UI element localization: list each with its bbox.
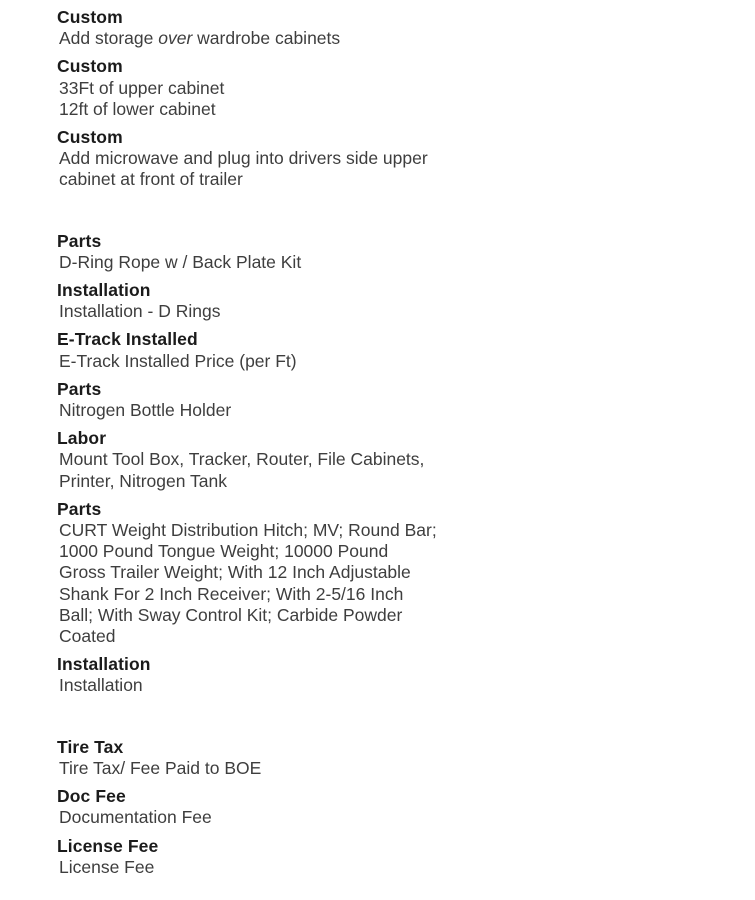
description-line: [59, 541, 735, 562]
description-line: [59, 471, 735, 492]
line-item-type-label: Installation: [57, 280, 151, 301]
description-line: [59, 351, 735, 372]
description-line: [59, 520, 735, 541]
line-item: [57, 654, 735, 696]
description-line: [59, 28, 735, 49]
text-segment: Tire Tax/ Fee Paid to BOE: [59, 757, 262, 778]
text-segment: License Fee: [59, 856, 155, 877]
text-segment: cabinet at front of trailer: [59, 169, 243, 190]
line-item-description: [57, 301, 735, 322]
line-item-description: [57, 148, 735, 190]
line-item-type-label: Custom: [57, 7, 123, 27]
line-item-type-label: Parts: [57, 498, 102, 519]
line-item-description: [57, 449, 735, 491]
text-segment: E-Track Installed Price (per Ft): [59, 350, 297, 371]
text-segment: 1000 Pound Tongue Weight; 10000 Pound: [59, 541, 389, 562]
line-item: [57, 7, 735, 49]
line-item-type-label: Labor: [57, 428, 107, 449]
text-segment: Add storage: [59, 28, 159, 49]
text-segment: Installation - D Rings: [59, 301, 221, 322]
line-item-description: [57, 758, 735, 779]
line-item: [57, 428, 735, 492]
line-item: [57, 499, 735, 647]
description-line: [59, 148, 735, 169]
line-item-type-label: Parts: [57, 230, 102, 251]
line-item-description: [57, 28, 735, 49]
line-item: [57, 786, 735, 828]
line-item-description: [57, 520, 735, 647]
description-line: [59, 169, 735, 190]
line-item-description: [57, 857, 735, 878]
description-line: [59, 584, 735, 605]
line-item-type-label: E-Track Installed: [57, 329, 198, 350]
description-line: [59, 301, 735, 322]
line-item-type-label: Installation: [57, 654, 151, 675]
text-segment: Add microwave and plug into drivers side upper: [59, 148, 428, 169]
line-item-description: [57, 78, 735, 120]
description-line: [59, 605, 735, 626]
line-item-description: [57, 400, 735, 421]
description-line: [59, 99, 735, 120]
line-item: [57, 836, 735, 878]
line-item-description: [57, 252, 735, 273]
description-line: [59, 252, 735, 273]
text-segment: Nitrogen Bottle Holder: [59, 400, 232, 421]
description-line: [59, 626, 735, 647]
description-line: [59, 675, 735, 696]
text-segment: Gross Trailer Weight; With 12 Inch Adjustable: [59, 562, 411, 583]
line-items-list: [57, 7, 735, 878]
description-line: [59, 758, 735, 779]
line-item-description: [57, 807, 735, 828]
text-segment: Documentation Fee: [59, 807, 212, 828]
line-item-type-label: Custom: [57, 127, 123, 148]
line-item-type-label: Custom: [57, 56, 123, 77]
text-segment: Shank For 2 Inch Receiver; With 2-5/16 Inch: [59, 583, 404, 604]
line-item-type-label: Tire Tax: [57, 736, 124, 757]
text-segment: D-Ring Rope w / Back Plate Kit: [59, 251, 302, 272]
line-item: [57, 127, 735, 191]
text-segment: Printer, Nitrogen Tank: [59, 470, 227, 491]
line-item-type-label: License Fee: [57, 835, 159, 856]
description-line: [59, 78, 735, 99]
description-line: [59, 562, 735, 583]
line-item: [57, 737, 735, 779]
text-segment: Coated: [59, 626, 116, 647]
line-item: [57, 56, 735, 120]
text-segment: Ball; With Sway Control Kit; Carbide Powder: [59, 604, 403, 625]
line-item: [57, 231, 735, 273]
line-item: [57, 379, 735, 421]
line-item: [57, 329, 735, 371]
line-item-description: [57, 351, 735, 372]
text-segment: Mount Tool Box, Tracker, Router, File Cabinets,: [59, 449, 425, 470]
text-segment: Installation: [59, 675, 143, 696]
description-line: [59, 807, 735, 828]
text-segment: CURT Weight Distribution Hitch; MV; Round Bar;: [59, 520, 437, 541]
text-segment: 33Ft of upper cabinet: [59, 77, 225, 98]
line-item: [57, 280, 735, 322]
line-item-type-label: Parts: [57, 378, 102, 399]
text-segment: wardrobe cabinets: [192, 28, 341, 49]
line-item-type-label: Doc Fee: [57, 786, 126, 807]
description-line: [59, 400, 735, 421]
text-segment: 12ft of lower cabinet: [59, 98, 216, 119]
line-item-description: [57, 675, 735, 696]
description-line: [59, 857, 735, 878]
italic-text-segment: over: [158, 28, 193, 49]
description-line: [59, 449, 735, 470]
